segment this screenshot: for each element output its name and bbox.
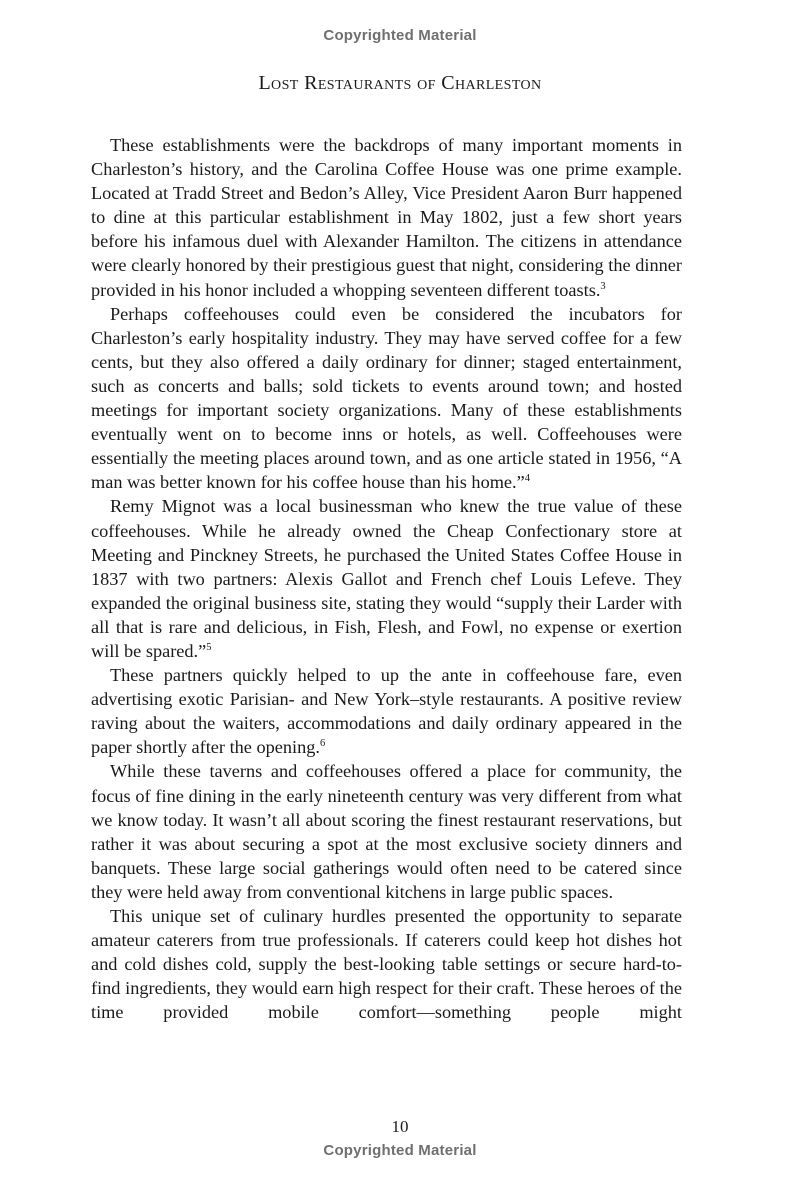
footnote-ref: 5	[206, 641, 212, 653]
paragraph	[91, 302, 682, 495]
paragraph	[91, 904, 682, 1024]
footnote-ref: 6	[319, 738, 326, 750]
paragraph-text: While these taverns and coffeehouses offered a place for community, the focus of fine dining in the early nineteenth century was very different from what we know today. It wasn’t all about scoring the finest restaurant reservations, but rather it was about securing a spot at the most exclusive society dinners and banquets. These large social gatherings would often need to be catered since they were held away from conventional kitchens in large public spaces.	[91, 761, 682, 902]
paragraph	[91, 133, 682, 302]
footnote-ref: 4	[524, 473, 530, 485]
paragraph-text: Perhaps coffeehouses could even be considered the incubators for Charleston’s early hospitality industry. They may have served coffee for a few cents, but they also offered a daily ordinary for dinner; staged entertainment, such as concerts and balls; sold tickets to events around town; and hosted meetings for important society organizations. Many of these establishments eventually went on to become inns or hotels, as well. Coffeehouses were essentially the meeting places around town, and as one article stated in 1956, “A man was better known for his coffee house than his home.”	[91, 303, 682, 493]
paragraph	[91, 494, 682, 663]
paragraph-text: These partners quickly helped to up the ante in coffeehouse fare, even advertising exotic Parisian- and New York–style restaurants. A positive review raving about the waiters, accommodations and daily ordinary appeared in the paper shortly after the opening.	[91, 665, 682, 758]
paragraph-text: This unique set of culinary hurdles presented the opportunity to separate amateur caterers from true professionals. If caterers could keep hot dishes hot and cold dishes cold, supply the best-looking table settings or secure hard-to-find ingredients, they would earn high respect for their craft. These heroes of the time provided mobile comfort—something people might	[91, 906, 682, 1023]
page-number: 10	[391, 1117, 409, 1136]
paragraph-text: These establishments were the backdrops of many important moments in Charleston’s history, and the Carolina Coffee House was one prime example. Located at Tradd Street and Bedon’s Alley, Vice President Aaron Burr happened to dine at this particular establishment in May 1802, just a few short years before his infamous duel with Alexander Hamilton. The citizens in attendance were clearly honored by their prestigious guest that night, considering the dinner provided in his honor included a whopping seventeen different toasts.	[91, 135, 682, 300]
paragraph-text: Remy Mignot was a local businessman who knew the true value of these coffeehouses. While he already owned the Cheap Confectionary store at Meeting and Pinckney Streets, he purchased the United States Coffee House in 1837 with two partners: Alexis Gallot and French chef Louis Lefeve. They expanded the original business site, stating they would “supply their Larder with all that is rare and delicious, in Fish, Flesh, and Fowl, no expense or exertion will be spared.”	[91, 496, 682, 661]
body-text	[91, 133, 682, 1024]
footnote-ref: 3	[600, 280, 606, 292]
copyright-watermark-top: Copyrighted Material	[323, 27, 477, 44]
running-head: Lost Restaurants of Charleston	[258, 72, 542, 94]
copyright-watermark-bottom: Copyrighted Material	[323, 1142, 477, 1159]
paragraph	[91, 759, 682, 904]
paragraph	[91, 663, 682, 759]
